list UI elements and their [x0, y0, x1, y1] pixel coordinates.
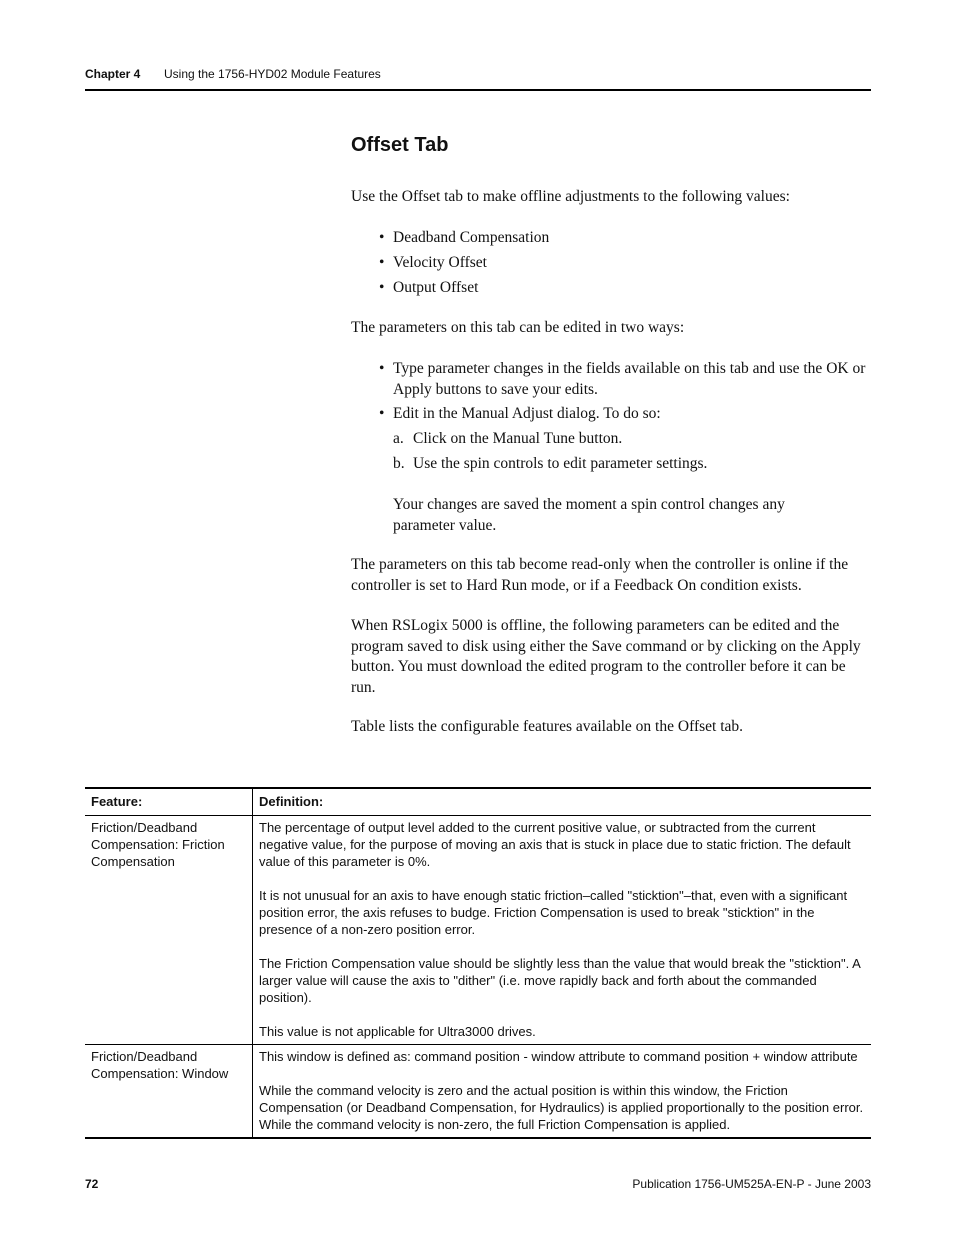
definition-paragraph: The Friction Compensation value should be slightly less than the value that would break the "sticktion". A larger value will cause the axis to "dither" (i.e. move rapidly back and forth about the commanded position). — [259, 956, 861, 1005]
page-number: 72 — [85, 1177, 99, 1191]
definition-column-header: Definition: — [253, 788, 872, 816]
edit-way-bullet: • Edit in the Manual Adjust dialog. To do so: — [379, 405, 661, 422]
step-item: b. Use the spin controls to edit parameter settings. — [393, 455, 708, 472]
chapter-label: Chapter 4 — [85, 67, 141, 81]
value-bullet: • Deadband Compensation — [379, 229, 550, 246]
definition-paragraph: This value is not applicable for Ultra3000 drives. — [259, 1024, 536, 1039]
steps-note: Your changes are saved the moment a spin control changes any parameter value. — [393, 496, 785, 534]
feature-cell: Friction/Deadband Compensation: Friction Compensation — [85, 816, 253, 1045]
section-title: Offset Tab — [351, 134, 449, 156]
intro-paragraph: Use the Offset tab to make offline adjustments to the following values: — [351, 188, 790, 205]
table-row — [85, 816, 871, 1045]
definition-paragraph: It is not unusual for an axis to have enough static friction–called "sticktion"–that, even with a significant position error, the axis refuses to budge. Friction Compensation is used to break "sticktion" in the presence of a non-zero position error. — [259, 888, 848, 937]
definition-paragraph: This window is defined as: command position - window attribute to command position + window attribute — [259, 1049, 858, 1064]
feature-table — [85, 787, 871, 1139]
definition-paragraph: The percentage of output level added to the current positive value, or subtracted from the current negative value, for the purpose of moving an axis that is stuck in place due to static friction. The default value of this parameter is 0%. — [259, 820, 851, 869]
value-bullet: • Output Offset — [379, 279, 479, 296]
edit-intro-paragraph: The parameters on this tab can be edited in two ways: — [351, 319, 685, 336]
step-item: a. Click on the Manual Tune button. — [393, 430, 623, 447]
header-rule — [85, 89, 871, 91]
readonly-paragraph: The parameters on this tab become read-only when the controller is online if the controller is set to Hard Run mode, or if a Feedback On condition exists. — [351, 556, 849, 594]
feature-cell: Friction/Deadband Compensation: Window — [85, 1045, 253, 1139]
running-header — [85, 67, 381, 81]
publication-info: Publication 1756-UM525A-EN-P - June 2003 — [632, 1177, 871, 1191]
definition-cell — [253, 816, 872, 1045]
offline-paragraph: When RSLogix 5000 is offline, the following parameters can be edited and the program saved to disk using either the Save command or by clicking on the Apply button. You must download the edited program to the controller before it can be run. — [351, 617, 861, 696]
value-bullet: • Velocity Offset — [379, 254, 487, 271]
edit-way-bullet: • Type parameter changes in the fields available on this tab and use the OK or Apply buttons to save your edits. — [379, 360, 866, 398]
definition-paragraph: While the command velocity is zero and the actual position is within this window, the Friction Compensation (or Deadband Compensation, for Hydraulics) is applied proportionally to the position error. While the command velocity is non-zero, the full Friction Compensation is applied. — [259, 1083, 864, 1132]
table-reference: Table lists the configurable features available on the Offset tab. — [351, 718, 744, 735]
table-row — [85, 1045, 871, 1139]
feature-column-header: Feature: — [85, 788, 253, 816]
definition-cell — [253, 1045, 872, 1139]
chapter-title: Using the 1756-HYD02 Module Features — [164, 67, 381, 81]
table-header-row — [85, 788, 871, 816]
